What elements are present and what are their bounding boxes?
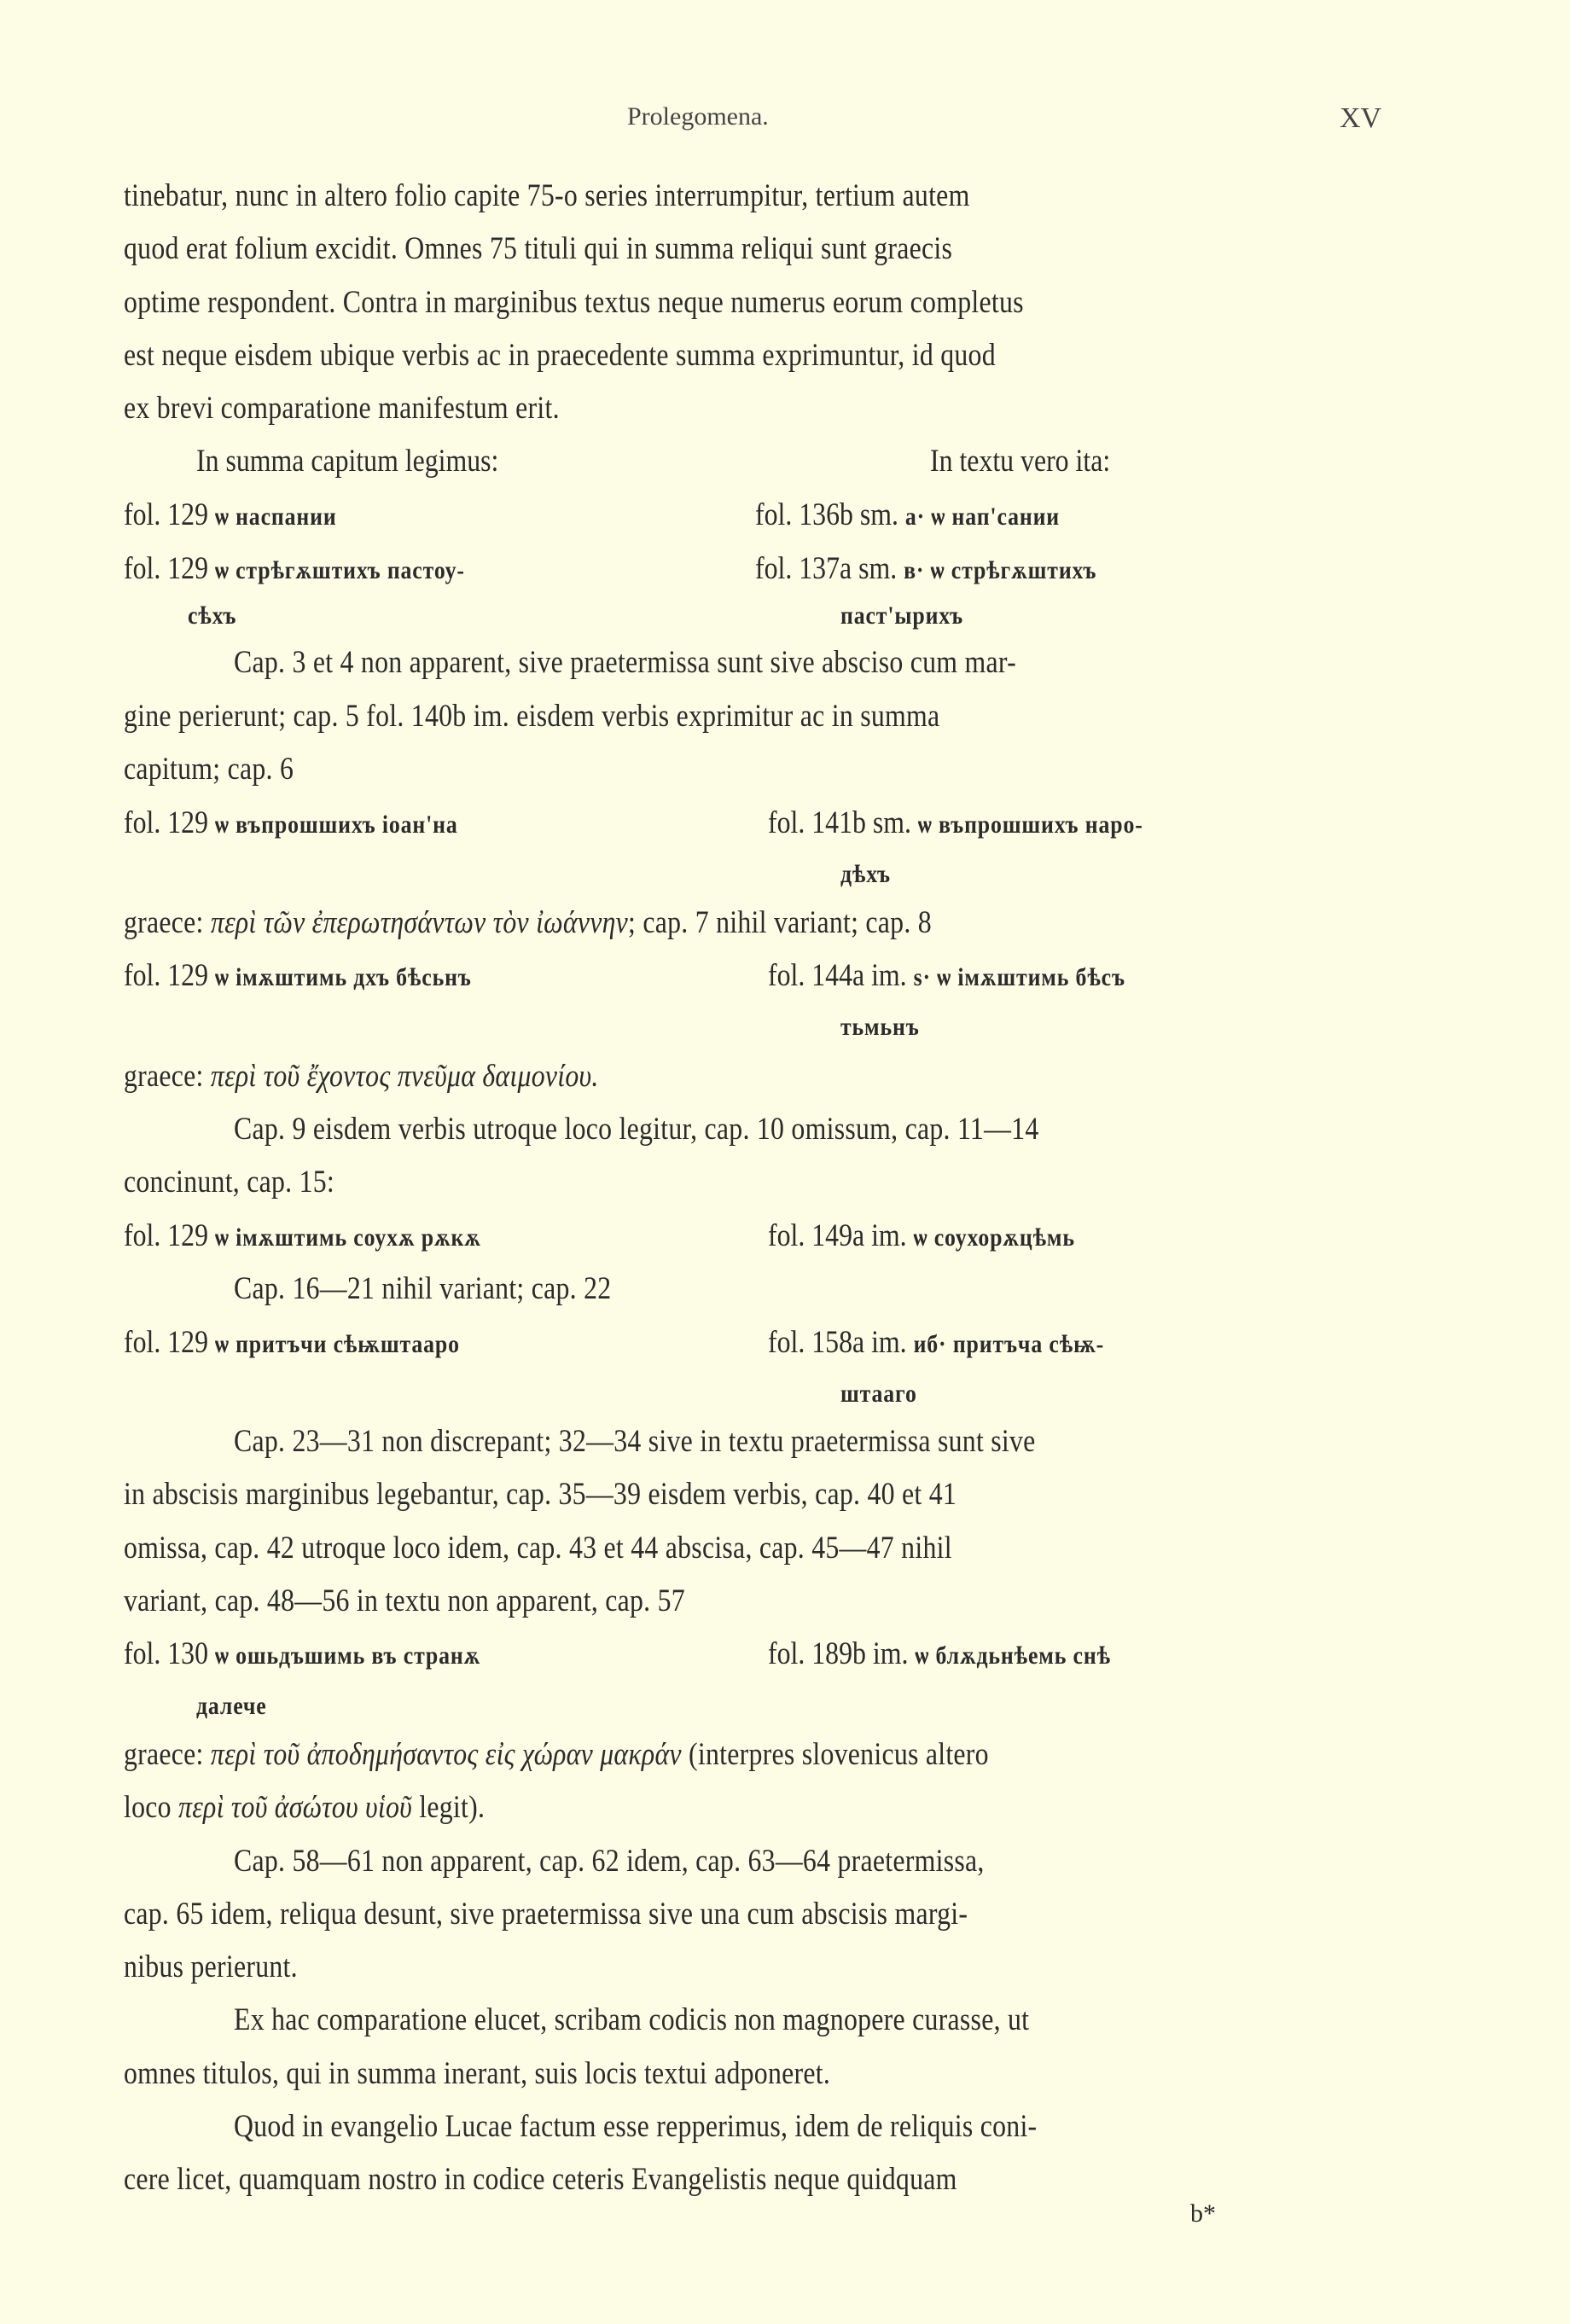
column-heading-left: In summa capitum legimus: <box>196 444 499 479</box>
comparison-left-cont: сѣхъ <box>188 601 237 630</box>
text-line: Quod in evangelio Lucae factum esse repperimus, idem de reliquis coni- <box>234 2109 1038 2144</box>
comparison-right: fol. 149a im. ѡ соухорѫцѣмь <box>768 1218 1075 1253</box>
text-line: Ex hac comparatione elucet, scribam codicis non magnopere curasse, ut <box>234 2002 1030 2037</box>
text-line: Cap. 9 eisdem verbis utroque loco legitur, cap. 10 omissum, cap. 11—14 <box>234 1112 1039 1147</box>
text-line: Cap. 23—31 non discrepant; 32—34 sive in textu praetermissa sunt sive <box>234 1424 1036 1459</box>
comparison-right: fol. 158a im. иб· притъча сѣѭ- <box>768 1325 1105 1360</box>
text-line: cere licet, quamquam nostro in codice ceteris Evangelistis neque quidquam <box>124 2162 957 2197</box>
comparison-left: fol. 129 ѡ стрѣгѫштихъ пастоу- <box>124 551 465 586</box>
comparison-right: fol. 144a im. ѕ· ѡ iмѫштимь бѣсъ <box>768 958 1125 993</box>
comparison-left: fol. 129 ѡ iмѫштимь соухѫ рѫкѫ <box>124 1218 481 1253</box>
comparison-right-cont: штааго <box>840 1380 917 1408</box>
text-line: optime respondent. Contra in marginibus textus neque numerus eorum completus <box>124 285 1024 320</box>
text-line: concinunt, cap. 15: <box>124 1165 335 1200</box>
running-header <box>0 102 1570 137</box>
text-line: omissa, cap. 42 utroque loco idem, cap. 43 et 44 abscisa, cap. 45—47 nihil <box>124 1531 952 1566</box>
comparison-right: fol. 137a sm. в· ѡ стрѣгѫштихъ <box>755 551 1097 586</box>
text-line: Cap. 3 et 4 non apparent, sive praetermissa sunt sive absciso cum mar- <box>234 645 1016 680</box>
comparison-right-cont: дѣхъ <box>840 860 891 888</box>
text-line: graece: περὶ τοῦ ἀποδημήσαντος εἰς χώραν μακράν (interpres slovenicus altero <box>124 1737 989 1772</box>
comparison-right-cont: тьмьнъ <box>840 1013 920 1041</box>
text-line: cap. 65 idem, reliqua desunt, sive praetermissa sive una cum abscisis margi- <box>124 1897 968 1932</box>
text-line: variant, cap. 48—56 in textu non apparent, cap. 57 <box>124 1583 685 1618</box>
text-line: Cap. 16—21 nihil variant; cap. 22 <box>234 1271 612 1306</box>
text-line: omnes titulos, qui in summa inerant, suis locis textui adponeret. <box>124 2056 831 2091</box>
comparison-right: fol. 136b sm. а· ѡ нап'сании <box>755 497 1061 532</box>
text-line: quod erat folium excidit. Omnes 75 tituli qui in summa reliqui sunt graecis <box>124 231 953 266</box>
signature-mark: b* <box>1190 2199 1216 2228</box>
comparison-left: fol. 129 ѡ притъчи сѣѭштаарo <box>124 1325 460 1360</box>
text-line: gine perierunt; cap. 5 fol. 140b im. eisdem verbis exprimitur ac in summa <box>124 699 940 734</box>
text-line: graece: περὶ τῶν ἐπερωτησάντων τὸν ἰωάννην; cap. 7 nihil variant; cap. 8 <box>124 905 932 940</box>
text-line: in abscisis marginibus legebantur, cap. 35—39 eisdem verbis, cap. 40 et 41 <box>124 1477 957 1512</box>
text-line: tinebatur, nunc in altero folio capite 75-o series interrumpitur, tertium autem <box>124 178 970 213</box>
comparison-left: fol. 129 ѡ наспании <box>124 497 337 532</box>
column-heading-right: In textu vero ita: <box>930 444 1111 479</box>
comparison-left: fol. 129 ѡ iмѫштимь дхъ бѣсьнъ <box>124 958 472 993</box>
text-line: loco περὶ τοῦ ἀσώτου υἱοῦ legit). <box>124 1790 486 1825</box>
comparison-right: fol. 141b sm. ѡ въпрошшихъ наро- <box>768 805 1143 840</box>
text-line: graece: περὶ τοῦ ἔχοντος πνεῦμα δαιμονίου. <box>124 1059 599 1094</box>
text-line: nibus perierunt. <box>124 1949 298 1984</box>
comparison-right-cont: паст'ырихъ <box>840 601 963 630</box>
text-line: capitum; cap. 6 <box>124 752 294 787</box>
comparison-right: fol. 189b im. ѡ блѫдьнѣемь снѣ <box>768 1636 1111 1671</box>
comparison-left-cont: далече <box>196 1692 267 1720</box>
comparison-left: fol. 130 ѡ ошьдъшимь въ странѫ <box>124 1636 481 1671</box>
running-title: Prolegomena. <box>627 102 769 131</box>
text-line: ex brevi comparatione manifestum erit. <box>124 391 560 426</box>
text-line: Cap. 58—61 non apparent, cap. 62 idem, cap. 63—64 praetermissa, <box>234 1844 985 1879</box>
comparison-left: fol. 129 ѡ въпрошшихъ ioан'на <box>124 805 458 840</box>
text-line: est neque eisdem ubique verbis ac in praecedente summa exprimuntur, id quod <box>124 338 996 373</box>
page-number: XV <box>1340 102 1382 134</box>
